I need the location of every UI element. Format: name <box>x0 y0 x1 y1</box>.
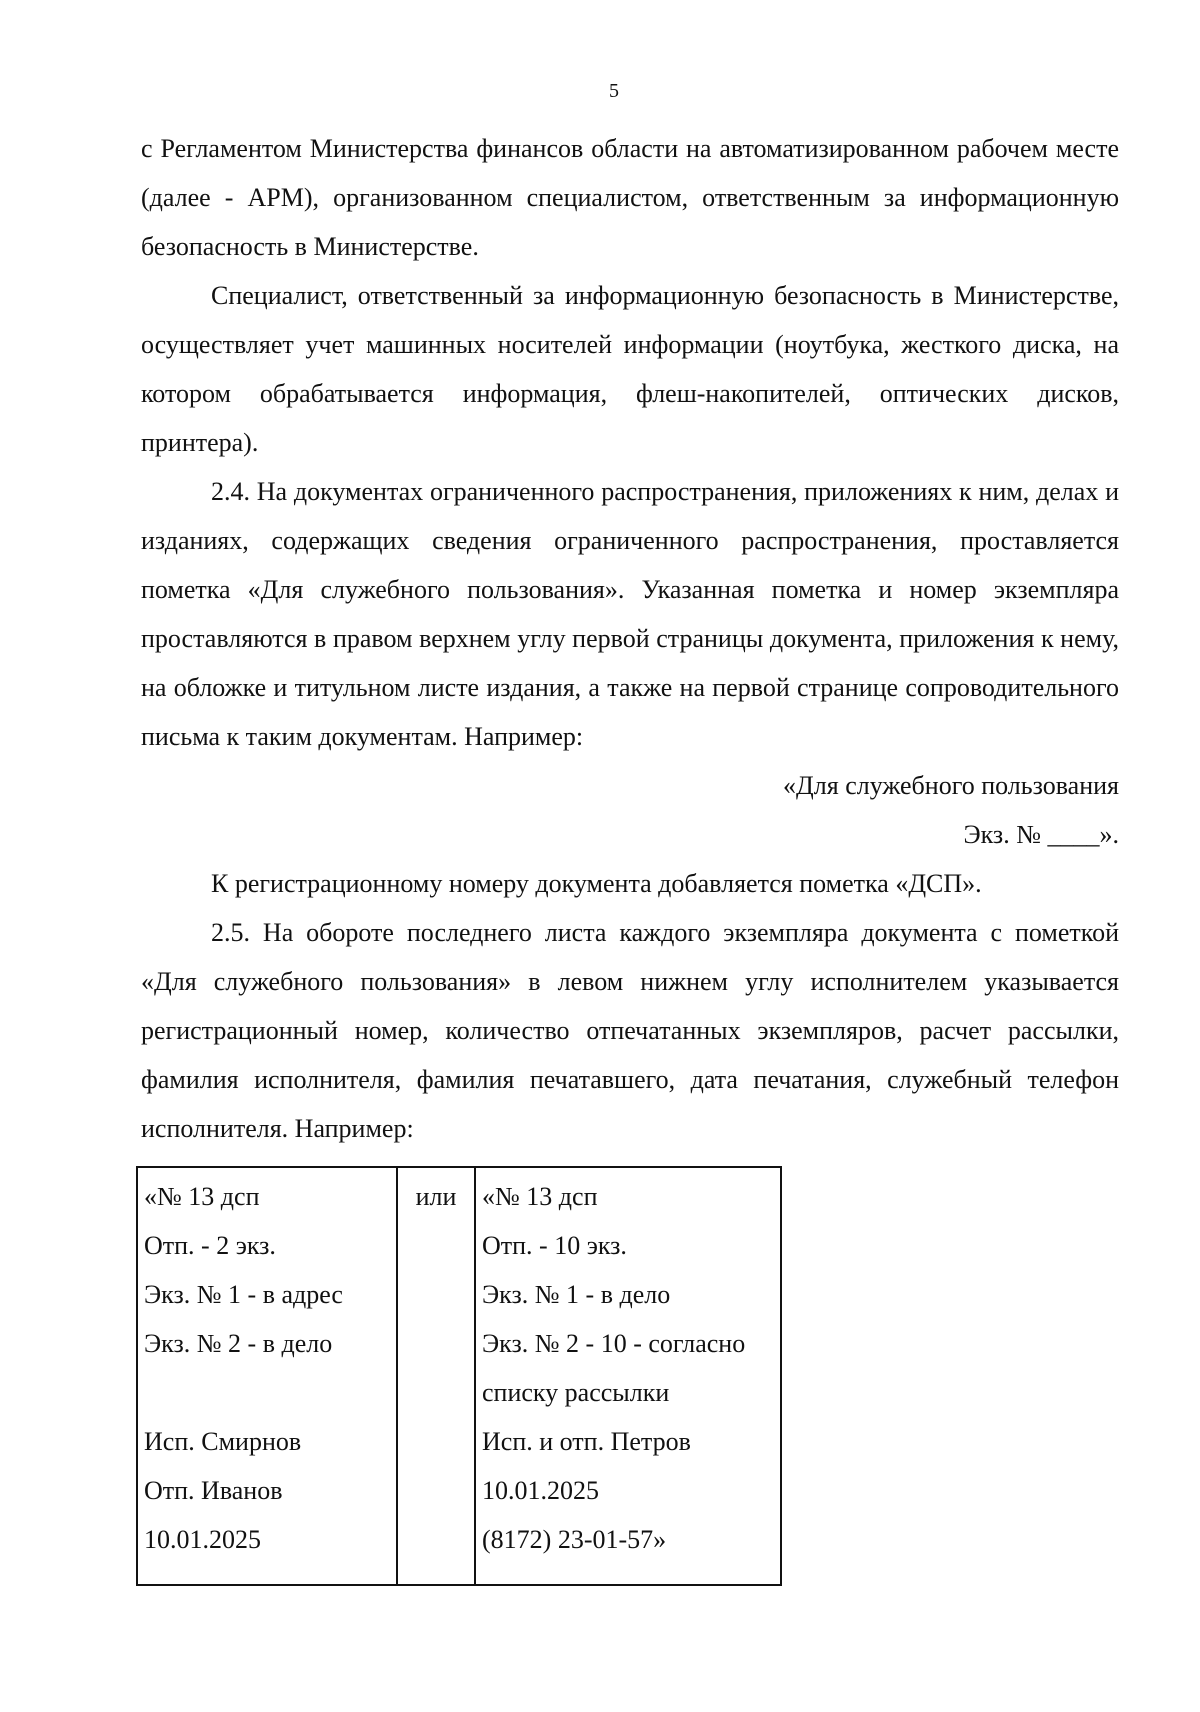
body-text <box>141 271 1119 467</box>
example-left-line: Исп. Смирнов <box>144 1427 302 1456</box>
example-right-line: Отп. - 10 экз. <box>482 1231 627 1260</box>
example-left-line: Отп. Иванов <box>144 1476 283 1505</box>
example-left-line: Экз. № 2 - в дело <box>144 1329 333 1358</box>
paragraph-2-4: 2.4. На документах ограниченного распространения, приложениях к ним, делах и изданиях, содержащих сведения ограниченного распространения, проставляется пометка «Для служебного пользования». Указанная пометка и номер экземпляра проставляются в правом верхнем углу первой страницы документа, приложения к нему, на обложке и титульном листе издания, а также на первой странице сопроводительного письма к таким документам. Например: <box>141 477 1119 751</box>
example-table <box>136 1166 782 1586</box>
body-text <box>141 467 1119 1153</box>
body-text <box>141 124 1119 271</box>
paragraph-2-5: 2.5. На обороте последнего листа каждого экземпляра документа с пометкой «Для служебного пользования» в левом нижнем углу исполнителем указывается регистрационный номер, количество отпечатанных экземпляров, расчет рассылки, фамилия исполнителя, фамилия печатавшего, дата печатания, служебный телефон исполнителя. Например: <box>141 918 1119 1143</box>
example-right-cell <box>475 1167 781 1585</box>
stamp-line-1: «Для служебного пользования <box>783 771 1119 800</box>
example-left-line: Отп. - 2 экз. <box>144 1231 276 1260</box>
or-label: или <box>415 1182 457 1211</box>
example-right-line: 10.01.2025 <box>482 1476 599 1505</box>
example-left-line: Экз. № 1 - в адрес <box>144 1280 343 1309</box>
example-right-line: Исп. и отп. Петров <box>482 1427 691 1456</box>
paragraph-continuation: с Регламентом Министерства финансов области на автоматизированном рабочем месте (далее - АРМ), организованном специалистом, ответственным за информационную безопасность в Министерстве. <box>141 134 1119 261</box>
example-left-line <box>144 1368 390 1417</box>
page-number: 5 <box>609 80 619 102</box>
example-right-line: Экз. № 2 - 10 - согласно <box>482 1329 746 1358</box>
example-right-line: списку рассылки <box>482 1378 670 1407</box>
example-right-line: (8172) 23-01-57» <box>482 1525 667 1554</box>
paragraph-dsp: К регистрационному номеру документа добавляется пометка «ДСП». <box>211 869 982 898</box>
example-right-line: «№ 13 дсп <box>482 1182 598 1211</box>
example-left-line: 10.01.2025 <box>144 1525 261 1554</box>
stamp-line-2: Экз. № ____». <box>963 820 1119 849</box>
paragraph-specialist: Специалист, ответственный за информационную безопасность в Министерстве, осуществляет учет машинных носителей информации (ноутбука, жесткого диска, на котором обрабатывается информация, флеш-накопителей, оптических дисков, принтера). <box>141 281 1119 457</box>
example-left-cell <box>137 1167 397 1585</box>
example-right-line: Экз. № 1 - в дело <box>482 1280 671 1309</box>
example-or-cell <box>397 1167 475 1585</box>
example-left-line: «№ 13 дсп <box>144 1182 260 1211</box>
table-row <box>137 1167 781 1585</box>
